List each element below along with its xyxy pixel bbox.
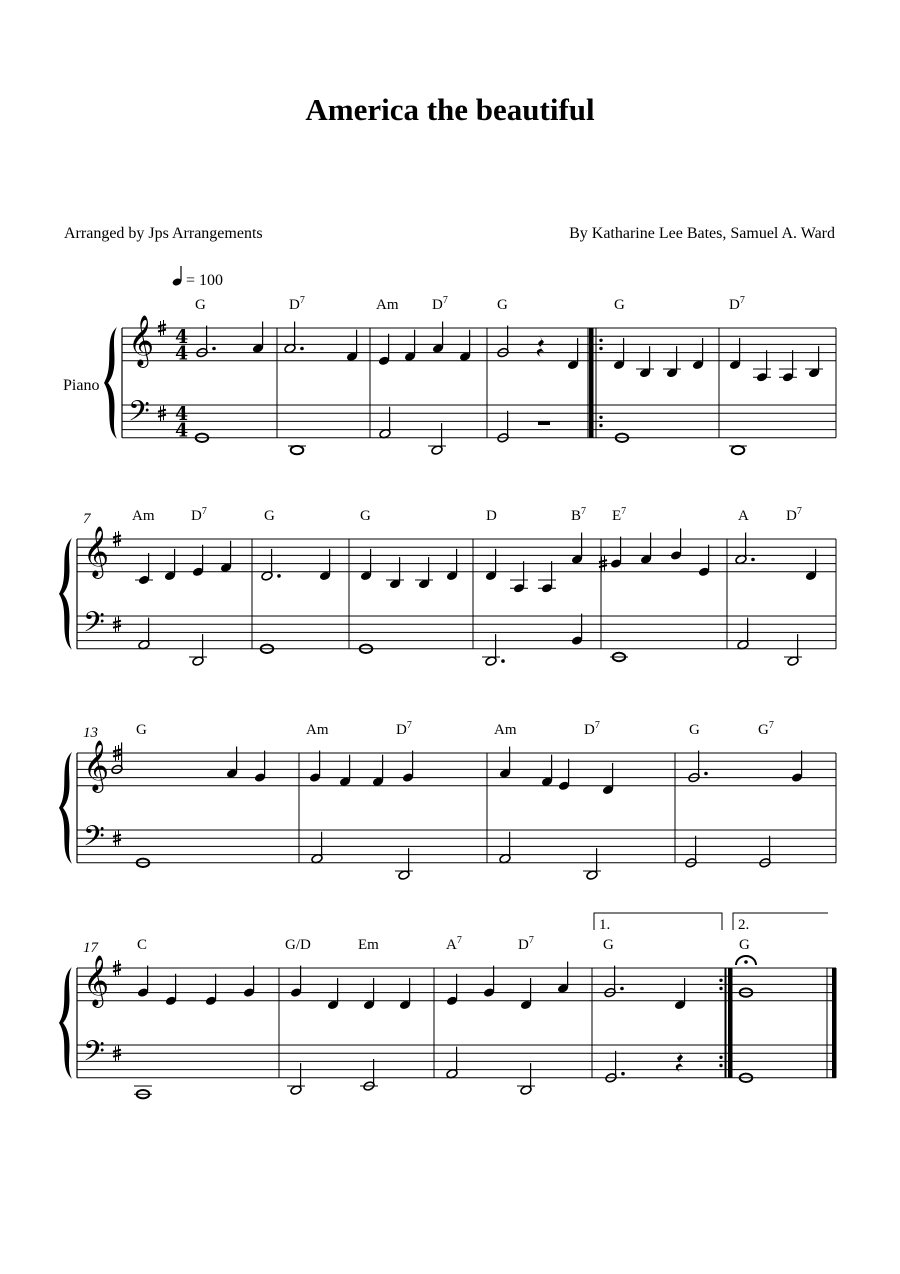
time-signature-digit: 4: [175, 419, 189, 442]
dot: [621, 1072, 625, 1076]
quarter-note: [674, 978, 686, 1010]
measure-number: 13: [83, 725, 98, 741]
chord-extension: 7: [796, 506, 802, 517]
quarter-note: [510, 561, 528, 593]
repeat-end-barline: [728, 968, 733, 1078]
brace-icon: [59, 967, 72, 1079]
whole-note: [729, 446, 747, 454]
quarter-note: [602, 763, 614, 795]
quarter-note: [378, 334, 390, 366]
quarter-note: [692, 338, 704, 370]
chord-symbol: Em: [358, 937, 379, 953]
quarter-note: [805, 346, 823, 378]
chord-symbol: A: [738, 508, 749, 524]
chord-symbol: C: [137, 937, 148, 953]
repeat-dot: [599, 339, 602, 342]
quarter-note: [446, 549, 458, 581]
fermata-icon: [736, 956, 756, 965]
quarter-note: [243, 966, 255, 998]
quarter-note: [137, 966, 149, 998]
half-note: [784, 634, 802, 666]
quarter-note: [252, 322, 264, 354]
quarter-note: [346, 330, 358, 362]
quarter-note: [571, 533, 583, 565]
quarter-note: [485, 549, 497, 581]
half-note: [737, 618, 749, 650]
quarter-note: [779, 350, 797, 382]
quarter-note: [538, 561, 556, 593]
chord-symbol: $D^7$: [729, 295, 745, 313]
half-rest-icon: [538, 421, 550, 425]
quarter-note: [339, 755, 351, 787]
quarter-note: [670, 528, 682, 560]
treble-clef-icon: 𝄞: [83, 740, 110, 791]
quarter-note: [135, 553, 153, 585]
chord-symbol: G: [739, 937, 750, 953]
quarter-note: [309, 751, 321, 783]
chord-symbol: G: [136, 722, 147, 738]
quarter-note: [558, 759, 570, 791]
half-note: [284, 322, 296, 354]
treble-clef-icon: 𝄞: [83, 526, 110, 577]
chord-symbol: G: [264, 508, 275, 524]
treble-staff: [77, 753, 836, 786]
chord-extension: 7: [442, 295, 448, 306]
quarter-note: [610, 537, 622, 569]
half-note: [311, 832, 323, 864]
repeat-dot: [599, 424, 602, 427]
quarter-note: [446, 974, 458, 1006]
time-signature-digit: 4: [175, 326, 189, 348]
chord-symbol: $D^7$: [289, 295, 305, 313]
volta-label: 2.: [738, 917, 750, 933]
quarter-note: [415, 557, 433, 589]
chord-symbol: $D^7$: [786, 506, 802, 524]
quarter-note: [226, 747, 238, 779]
quarter-note: [386, 557, 404, 589]
dot: [277, 574, 281, 578]
repeat-dot: [719, 1064, 722, 1067]
quarter-note: [640, 533, 652, 565]
repeat-dot: [599, 416, 602, 419]
chord-symbol: $D^7$: [396, 720, 412, 738]
chord-symbol: D: [486, 508, 497, 524]
chord-symbol: G: [614, 297, 625, 313]
chord-symbol: $D^7$: [584, 720, 600, 738]
whole-note: [134, 1086, 152, 1098]
quarter-note: [557, 962, 569, 994]
quarter-note: [663, 346, 681, 378]
brace-icon: [59, 752, 72, 864]
repeat-dot: [719, 1056, 722, 1059]
bass-clef-icon: 𝄢: [83, 1035, 105, 1075]
chord-symbol: $D^7$: [518, 935, 534, 953]
volta-label: 1.: [599, 917, 611, 933]
chord-symbol: $G^7$: [758, 720, 774, 738]
quarter-note: [360, 549, 372, 581]
chord-symbol: G: [497, 297, 508, 313]
quarter-note: [613, 338, 625, 370]
time-signature-digit: 4: [175, 403, 189, 425]
final-barline: [832, 968, 837, 1078]
half-note: [138, 618, 150, 650]
chord-extension: 7: [299, 295, 305, 306]
quarter-note: [567, 338, 579, 370]
quarter-note-icon: [172, 266, 183, 287]
quarter-note: [165, 974, 177, 1006]
chord-symbol: $A^7$: [446, 935, 462, 953]
quarter-note: [698, 545, 710, 577]
chord-extension: 7: [621, 506, 627, 517]
chord-symbol: G: [689, 722, 700, 738]
system: [59, 720, 836, 864]
half-note: [517, 1063, 535, 1095]
bass-staff: [122, 405, 836, 438]
chord-symbol: Am: [132, 508, 155, 524]
half-note: [482, 634, 500, 666]
volta-bracket: [594, 913, 722, 930]
half-note: [379, 407, 391, 439]
quarter-note: [791, 751, 803, 783]
dot: [704, 772, 708, 776]
bass-staff: [77, 616, 836, 649]
chord-extension: 7: [739, 295, 745, 306]
repeat-dot: [599, 347, 602, 350]
quarter-note: [372, 755, 384, 787]
chord-symbol: Am: [494, 722, 517, 738]
half-note: [189, 634, 207, 666]
chord-symbol: G: [195, 297, 206, 313]
dot: [751, 558, 755, 562]
quarter-note: [205, 974, 217, 1006]
quarter-note: [729, 338, 741, 370]
quarter-note: [753, 350, 771, 382]
half-note: [261, 549, 273, 581]
quarter-note: [192, 545, 204, 577]
brace-icon: [104, 327, 117, 439]
quarter-note: [571, 614, 583, 646]
half-note: [428, 423, 446, 455]
half-note: [446, 1047, 458, 1079]
quarter-note: [254, 751, 266, 783]
chord-symbol: $E^7$: [612, 506, 627, 524]
repeat-dot: [719, 979, 722, 982]
composer-credit: By Katharine Lee Bates, Samuel A. Ward: [569, 225, 835, 242]
chord-symbol: G/D: [285, 937, 311, 953]
quarter-note: [805, 549, 817, 581]
chord-extension: 7: [201, 506, 207, 517]
treble-clef-icon: 𝄞: [128, 315, 155, 366]
chord-symbol: G: [360, 508, 371, 524]
quarter-note: [459, 330, 471, 362]
half-note: [287, 1063, 305, 1095]
chord-symbol: $B^7$: [571, 506, 587, 524]
quarter-note: [404, 330, 416, 362]
bass-clef-icon: 𝄢: [83, 820, 105, 860]
half-note: [360, 1059, 378, 1091]
measure-number: 7: [83, 511, 91, 527]
dot: [212, 347, 216, 351]
instrument-name: Piano: [63, 377, 100, 394]
dot: [620, 987, 624, 991]
half-note: [735, 533, 747, 565]
quarter-note: [220, 541, 232, 573]
quarter-note: [164, 549, 176, 581]
chord-extension: 7: [528, 935, 534, 946]
chord-symbol: G: [603, 937, 614, 953]
half-note: [395, 848, 413, 880]
quarter-note: [636, 346, 654, 378]
quarter-note: [319, 549, 331, 581]
dot: [501, 659, 505, 663]
chord-extension: 7: [456, 935, 462, 946]
chord-extension: 7: [406, 720, 412, 731]
chord-symbol: Am: [376, 297, 399, 313]
quarter-note: [327, 978, 339, 1010]
quarter-rest-icon: [537, 336, 544, 357]
system: [104, 295, 836, 441]
whole-note: [288, 446, 306, 454]
quarter-note: [402, 751, 414, 783]
treble-clef-icon: 𝄞: [83, 955, 110, 1006]
arranger-credit: Arranged by Jps Arrangements: [64, 225, 263, 242]
chord-extension: 7: [768, 720, 774, 731]
chord-extension: 7: [594, 720, 600, 731]
repeat-dot: [719, 987, 722, 990]
treble-staff: [122, 328, 836, 361]
bass-clef-icon: 𝄢: [83, 606, 105, 646]
quarter-note: [432, 322, 444, 354]
quarter-note: [363, 978, 375, 1010]
time-signature-digit: 4: [175, 342, 189, 365]
bass-staff: [77, 830, 836, 863]
quarter-note: [290, 966, 302, 998]
quarter-note: [399, 978, 411, 1010]
whole-note: [610, 653, 628, 661]
bass-clef-icon: 𝄢: [128, 395, 150, 435]
dot: [300, 347, 304, 351]
chord-symbol: $D^7$: [191, 506, 207, 524]
chord-symbol: Am: [306, 722, 329, 738]
brace-icon: [59, 538, 72, 650]
measure-number: 17: [83, 940, 98, 956]
score-title: America the beautiful: [305, 92, 595, 127]
quarter-note: [499, 747, 511, 779]
half-note: [583, 848, 601, 880]
quarter-note: [541, 755, 553, 787]
tempo-marking: [172, 266, 223, 289]
repeat-start-barline: [589, 328, 594, 438]
systems: [59, 295, 837, 1098]
chord-symbol: $D^7$: [432, 295, 448, 313]
tempo-value: = 100: [186, 272, 224, 289]
quarter-note: [520, 978, 532, 1010]
quarter-note: [483, 966, 495, 998]
chord-extension: 7: [581, 506, 587, 517]
half-note: [499, 832, 511, 864]
